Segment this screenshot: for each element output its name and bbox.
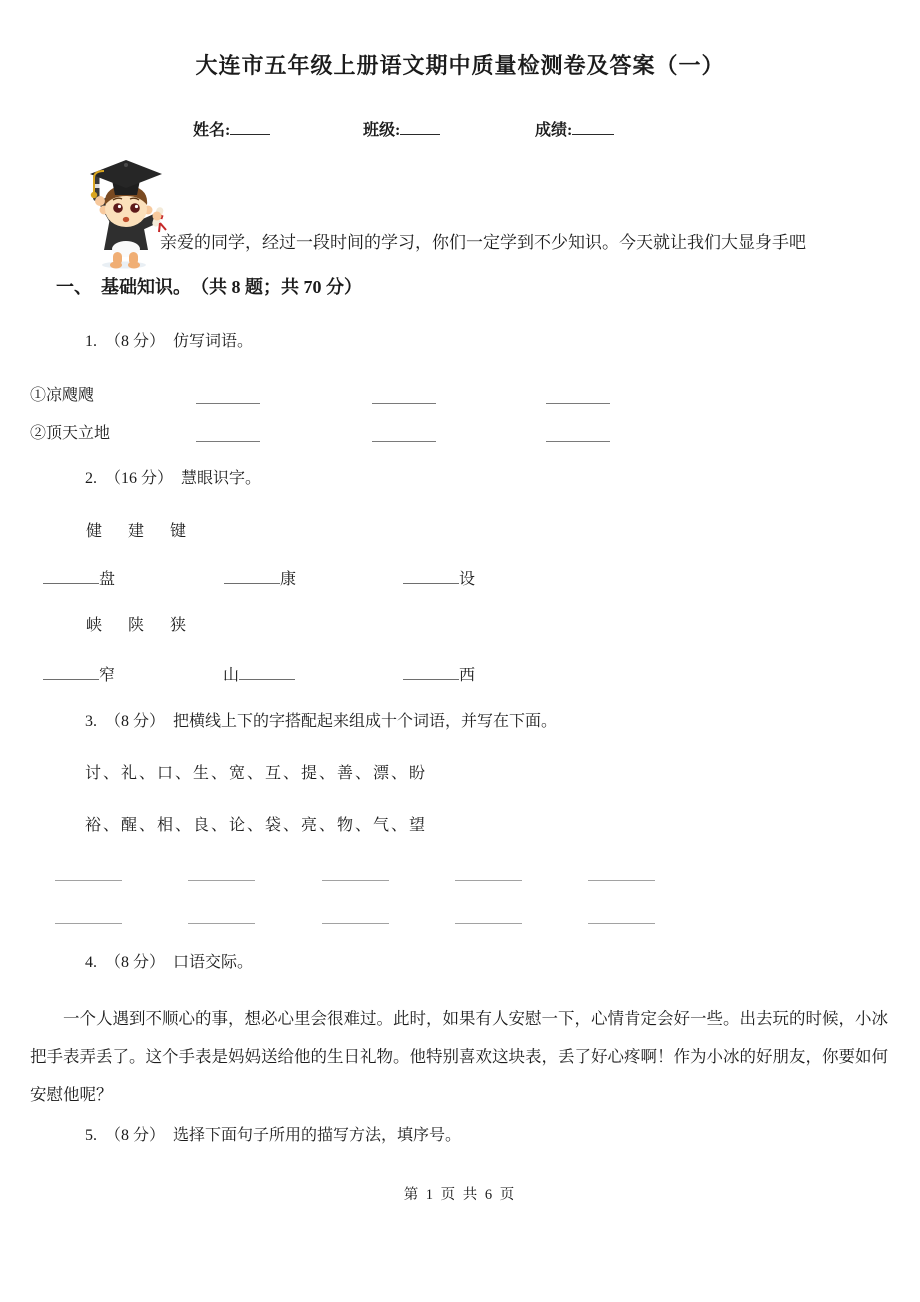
q3-answer-blank-r1-5 — [588, 869, 655, 881]
blank-line — [403, 665, 459, 680]
blank-line — [224, 569, 280, 584]
blank-line — [239, 665, 295, 680]
q3-answer-blank-r2-3 — [322, 912, 389, 924]
q2-answer-she: 设 — [403, 569, 475, 588]
q3-answer-blank-r1-4 — [455, 869, 522, 881]
q2-charset-1: 健 建 键 — [86, 523, 192, 540]
blank-line — [43, 569, 99, 584]
q2-charset-2: 峡 陕 狭 — [86, 617, 192, 634]
greeting-text: 亲爱的同学，经过一段时间的学习，你们一定学到不少知识。今天就让我们大显身手吧 — [160, 233, 806, 252]
name-blank-line — [230, 120, 270, 135]
q1-label: 1. （8 分） 仿写词语。 — [85, 333, 254, 350]
page-footer: 第 1 页 共 6 页 — [403, 1187, 517, 1203]
q2-label: 2. （16 分） 慧眼识字。 — [85, 470, 262, 487]
q3-answer-blank-r2-2 — [188, 912, 255, 924]
blank-line — [403, 569, 459, 584]
q1-item1-blank-2 — [372, 394, 436, 404]
blank-line — [43, 665, 99, 680]
score-field — [535, 120, 614, 139]
graduate-baby-mascot-icon — [74, 152, 178, 270]
q2-answer-shan: 山 — [223, 665, 295, 684]
class-field — [363, 120, 440, 139]
class-blank-line — [400, 120, 440, 135]
name-label: 姓名: — [193, 122, 231, 140]
class-label: 班级: — [363, 122, 401, 140]
name-field — [193, 120, 270, 139]
q3-label: 3. （8 分） 把横线上下的字搭配起来组成十个词语，并写在下面。 — [85, 713, 558, 730]
q4-passage: 一个人遇到不顺心的事，想必心里会很难过。此时，如果有人安慰一下，心情肯定会好一些。出去玩的时候，小冰把手表弄丢了。这个手表是妈妈送给他的生日礼物。他特别喜欢这块表，丢了好心疼啊！作为小冰的好朋友，你要如何安慰他呢？ — [30, 1009, 888, 1104]
q1-item2-prompt: ②顶天立地 — [30, 425, 111, 442]
q4-label: 4. （8 分） 口语交际。 — [85, 954, 254, 971]
q3-answer-blank-r1-3 — [322, 869, 389, 881]
q1-item1-blank-3 — [546, 394, 610, 404]
section1-heading: 一、 基础知识。 （共 8 题；共 70 分） — [56, 277, 362, 297]
q3-answer-blank-r2-5 — [588, 912, 655, 924]
q3-answer-blank-r1-1 — [55, 869, 122, 881]
q1-item1-blank-1 — [196, 394, 260, 404]
q2-answer-pan: 盘 — [43, 569, 115, 588]
q3-answer-blank-r2-1 — [55, 912, 122, 924]
page-title: 大连市五年级上册语文期中质量检测卷及答案（一） — [195, 53, 725, 78]
score-label: 成绩: — [535, 122, 573, 140]
q1-item2-blank-2 — [372, 432, 436, 442]
score-blank-line — [572, 120, 614, 135]
q1-item1-prompt: ①凉飕飕 — [30, 387, 95, 404]
q1-item2-blank-1 — [196, 432, 260, 442]
q2-answer-kang: 康 — [224, 569, 296, 588]
q5-label: 5. （8 分） 选择下面句子所用的描写方法，填序号。 — [85, 1127, 462, 1144]
q2-answer-zhai: 窄 — [43, 665, 115, 684]
q3-bottom-characters: 裕、醒、相、良、论、袋、亮、物、气、望 — [85, 817, 428, 834]
q3-answer-blank-r1-2 — [188, 869, 255, 881]
q3-top-characters: 讨、礼、口、生、宽、互、提、善、漂、盼 — [85, 765, 428, 782]
q1-item2-blank-3 — [546, 432, 610, 442]
q2-answer-xi: 西 — [403, 665, 475, 684]
q3-answer-blank-r2-4 — [455, 912, 522, 924]
